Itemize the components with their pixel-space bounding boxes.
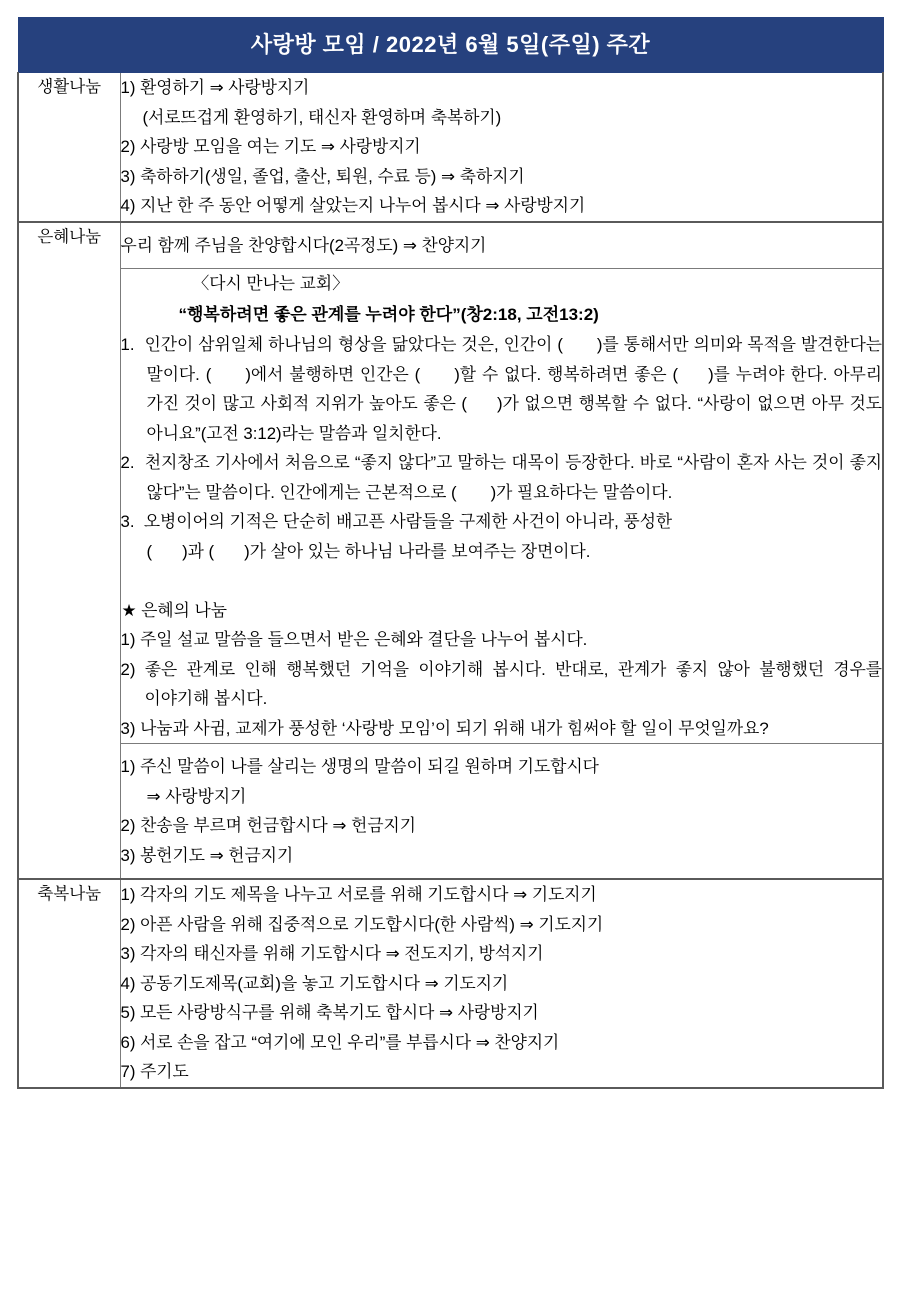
section-row-offering <box>18 744 883 880</box>
list-item: 4) 공동기도제목(교회)을 놓고 기도합시다 ⇒ 기도지기 <box>120 973 509 993</box>
list-item: 3) 축하하기(생일, 졸업, 출산, 퇴원, 수료 등) ⇒ 축하지기 <box>120 166 525 186</box>
list-item: 6) 서로 손을 잡고 “여기에 모인 우리”를 부릅시다 ⇒ 찬양지기 <box>120 1032 560 1052</box>
point-text: )를 통해서만 의미와 목적을 발견한다는 말이다. ( <box>146 335 883 384</box>
point-text: 오병이어의 기적은 단순히 배고픈 사람들을 구제한 사건이 아니라, 풍성한 <box>143 512 673 531</box>
list-item: 2) 아픈 사람을 위해 집중적으로 기도합시다(한 사람씩) ⇒ 기도지기 <box>120 914 604 934</box>
point-text: )가 살아 있는 하나님 나라를 보여주는 장면이다. <box>244 541 591 561</box>
list-item: 2) 찬송을 부르며 헌금합시다 ⇒ 헌금지기 <box>120 816 416 835</box>
section-label-life-sharing <box>18 73 120 222</box>
list-item: 1) 각자의 기도 제목을 나누고 서로를 위해 기도합시다 ⇒ 기도지기 <box>120 885 597 904</box>
point-text: )가 없으면 행복할 수 없다. “사랑이 없으면 아무 것도 아니요”(고전 3:12)라는 말씀과 일치한다. <box>146 394 883 443</box>
section-row-sermon <box>18 269 883 744</box>
praise-line: 우리 함께 주님을 찬양합시다(2곡정도) ⇒ 찬양지기 <box>120 235 487 255</box>
list-item: 7) 주기도 <box>120 1062 189 1081</box>
list-item: 3) 봉헌기도 ⇒ 헌금지기 <box>120 845 294 865</box>
sermon-point-3 <box>121 507 883 566</box>
point-text: )가 필요하다는 말씀이다. <box>490 482 673 502</box>
sermon-series: 〈다시 만나는 교회〉 <box>192 274 349 293</box>
point-number: 3. <box>120 512 135 531</box>
point-text: 천지창조 기사에서 처음으로 “좋지 않다”고 말하는 대목이 등장한다. 바로 “사람이 혼자 사는 것이 좋지 않다”는 말씀이다. 인간에게는 근본적으로 ( <box>144 453 883 502</box>
section-label-blessing-sharing <box>18 879 120 1088</box>
grace-share-item: 3) 나눔과 사귐, 교제가 풍성한 ‘사랑방 모임’이 되기 위해 내가 힘써야 할 일이 무엇일까요? <box>120 718 769 738</box>
header-cell <box>18 18 883 73</box>
point-text: )할 수 없다. 행복하려면 좋은 ( <box>454 364 679 384</box>
point-number: 2. <box>120 453 135 472</box>
point-text: )과 ( <box>182 541 215 561</box>
list-item: (서로뜨겁게 환영하기, 태신자 환영하며 축복하기) <box>142 107 502 127</box>
sermon-point-2 <box>121 448 883 507</box>
bulletin-table <box>17 17 884 1089</box>
section-label-text: 축복나눔 <box>37 885 102 903</box>
section-label-text: 은혜나눔 <box>37 227 102 246</box>
list-item: 5) 모든 사랑방식구를 위해 축복기도 합시다 ⇒ 사랑방지기 <box>120 1003 539 1022</box>
section-row-life-sharing <box>18 73 883 222</box>
point-text: )를 누려야 한다. 아무리 가진 것이 많고 사회적 지위가 높아도 좋은 ( <box>146 364 883 413</box>
list-item: 3) 각자의 태신자를 위해 기도합시다 ⇒ 전도지기, 방석지기 <box>120 944 544 963</box>
section-content-life-sharing <box>120 73 883 222</box>
sermon-cell <box>120 269 883 744</box>
list-item: 4) 지난 한 주 동안 어떻게 살았는지 나누어 봅시다 ⇒ 사랑방지기 <box>120 196 586 215</box>
list-item: 2) 사랑방 모임을 여는 기도 ⇒ 사랑방지기 <box>120 137 421 156</box>
grace-share-item: 1) 주일 설교 말씀을 들으면서 받은 은혜와 결단을 나누어 봅시다. <box>120 630 588 649</box>
page-title: 사랑방 모임 / 2022년 6월 5일(주일) 주간 <box>250 32 651 57</box>
grace-share-item: 2) 좋은 관계로 인해 행복했던 기억을 이야기해 봅시다. 반대로, 관계가 좋지 않아 불행했던 경우를 이야기해 봅시다. <box>120 659 883 708</box>
section-label-grace-sharing <box>18 222 120 880</box>
list-item: 1) 주신 말씀이 나를 살리는 생명의 말씀이 되길 원하며 기도합시다 <box>120 757 599 776</box>
offering-cell <box>120 744 883 880</box>
point-text: )에서 불행하면 인간은 ( <box>245 364 421 384</box>
point-text: ( <box>146 541 153 561</box>
list-item: 1) 환영하기 ⇒ 사랑방지기 <box>120 78 310 97</box>
praise-cell <box>120 222 883 269</box>
list-item: ⇒ 사랑방지기 <box>146 786 247 806</box>
sermon-title: “행복하려면 좋은 관계를 누려야 한다”(창2:18, 고전13:2) <box>178 305 599 324</box>
section-row-grace-praise <box>18 222 883 269</box>
grace-share-heading: ★ 은혜의 나눔 <box>121 600 227 620</box>
point-text: 인간이 삼위일체 하나님의 형상을 닮았다는 것은, 인간이 ( <box>144 335 563 354</box>
section-content-blessing <box>120 879 883 1088</box>
header-row <box>18 18 883 73</box>
section-row-blessing <box>18 879 883 1088</box>
sermon-point-1 <box>121 330 883 448</box>
point-number: 1. <box>120 335 135 354</box>
section-label-text: 생활나눔 <box>37 78 102 96</box>
